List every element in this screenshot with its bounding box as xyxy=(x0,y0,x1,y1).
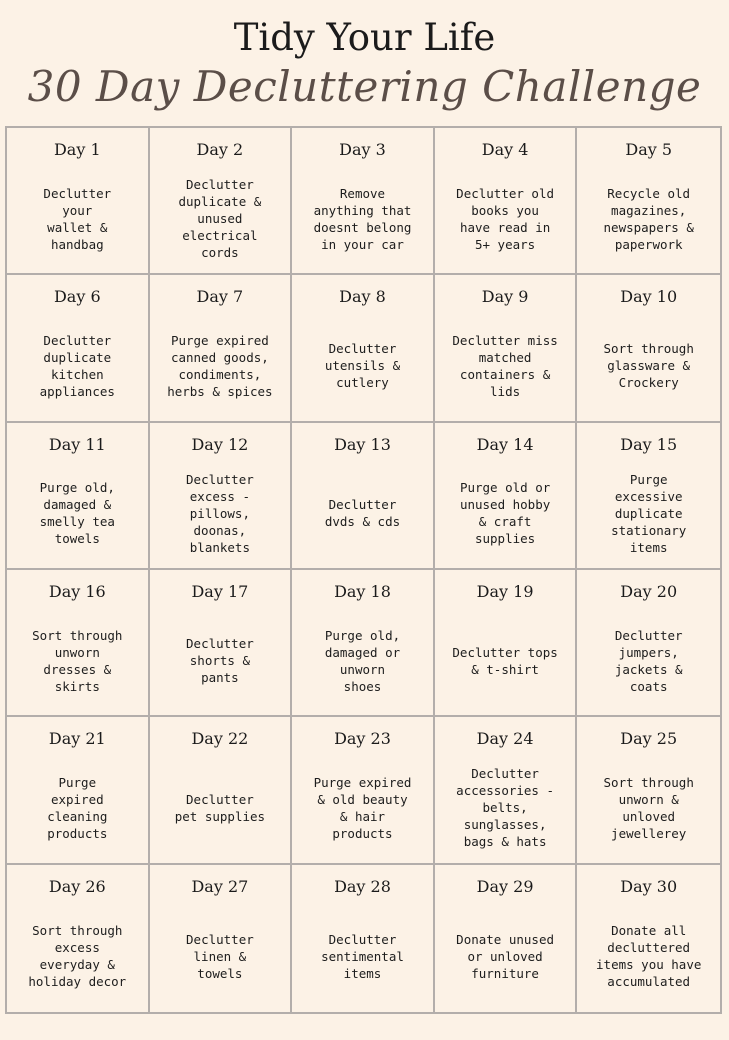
day-cell xyxy=(435,128,578,275)
day-cell xyxy=(150,128,293,275)
day-label: Day 5 xyxy=(625,140,673,159)
day-task: Declutter accessories - belts, sunglasses, bags & hats xyxy=(456,766,555,850)
day-label: Day 8 xyxy=(339,287,386,307)
day-cell xyxy=(292,865,435,1012)
day-cell xyxy=(292,275,435,422)
day-task: Declutter excess - pillows, doonas, blankets xyxy=(186,471,254,555)
day-task: Declutter duplicate kitchen appliances xyxy=(39,332,115,399)
day-label: Day 12 xyxy=(191,434,249,454)
day-label: Day 13 xyxy=(334,434,391,454)
day-label: Day 20 xyxy=(620,581,678,601)
day-task: Declutter shorts & pants xyxy=(186,636,254,686)
day-cell xyxy=(292,570,435,717)
day-task: Purge old, damaged or unworn shoes xyxy=(324,627,401,694)
day-task: Sort through unworn & unloved jewellerey xyxy=(603,774,694,841)
day-label: Day 1 xyxy=(53,140,101,159)
day-cell xyxy=(577,570,720,717)
day-task: Declutter jumpers, jackets & coats xyxy=(614,627,683,694)
day-cell xyxy=(7,865,150,1012)
day-cell xyxy=(7,423,150,570)
day-cell xyxy=(7,128,150,275)
day-task: Declutter sentimental items xyxy=(321,931,404,981)
day-task: Purge excessive duplicate stationary items xyxy=(611,471,687,555)
day-task: Declutter your wallet & handbag xyxy=(43,185,112,252)
day-cell xyxy=(435,275,578,422)
day-label: Day 29 xyxy=(476,876,534,896)
day-task: Purge expired cleaning products xyxy=(47,774,108,841)
day-task: Declutter tops & t-shirt xyxy=(452,644,558,677)
day-cell xyxy=(150,423,293,570)
day-cell xyxy=(292,423,435,570)
day-cell xyxy=(292,128,435,275)
day-label: Day 22 xyxy=(191,729,249,749)
day-task: Purge expired & old beauty & hair products xyxy=(313,774,412,841)
day-label: Day 3 xyxy=(339,140,386,159)
day-cell xyxy=(577,717,720,864)
day-label: Day 30 xyxy=(620,876,678,896)
day-cell xyxy=(150,717,293,864)
day-task: Sort through unworn dresses & skirts xyxy=(32,627,123,694)
day-label: Day 18 xyxy=(334,581,391,601)
day-label: Day 7 xyxy=(196,287,244,307)
day-task: Declutter pet supplies xyxy=(174,791,266,824)
day-label: Day 14 xyxy=(476,434,534,454)
day-cell xyxy=(7,570,150,717)
day-task: Remove anything that doesnt belong in your car xyxy=(313,185,412,252)
day-task: Sort through glassware & Crockery xyxy=(603,341,694,391)
day-task: Declutter miss matched containers & lids xyxy=(452,332,558,399)
day-cell xyxy=(435,717,578,864)
day-label: Day 21 xyxy=(48,729,106,749)
day-label: Day 24 xyxy=(476,729,534,749)
day-task: Purge expired canned goods, condiments, herbs & spices xyxy=(167,332,273,399)
day-cell xyxy=(577,423,720,570)
day-task: Purge old or unused hobby & craft supplies xyxy=(459,480,551,547)
day-task: Declutter duplicate & unused electrical cords xyxy=(178,177,262,261)
day-label: Day 9 xyxy=(481,287,529,307)
day-label: Day 16 xyxy=(48,581,106,601)
day-task: Recycle old magazines, newspapers & paperwork xyxy=(603,185,694,252)
day-cell xyxy=(150,275,293,422)
day-cell xyxy=(577,275,720,422)
day-cell xyxy=(7,717,150,864)
day-task: Donate unused or unloved furniture xyxy=(456,931,555,981)
day-cell xyxy=(435,423,578,570)
day-task: Purge old, damaged & smelly tea towels xyxy=(39,480,115,547)
day-label: Day 10 xyxy=(620,287,678,307)
day-task: Declutter old books you have read in 5+ years xyxy=(456,185,555,252)
day-label: Day 2 xyxy=(196,140,244,159)
day-label: Day 15 xyxy=(620,434,678,454)
day-task: Donate all decluttered items you have accumulated xyxy=(596,923,702,990)
day-task: Declutter utensils & cutlery xyxy=(324,341,401,391)
page-title: Tidy Your Life xyxy=(233,16,496,59)
day-label: Day 23 xyxy=(334,729,391,749)
day-label: Day 25 xyxy=(620,729,678,749)
day-label: Day 11 xyxy=(48,434,106,454)
day-label: Day 19 xyxy=(476,581,534,601)
day-task: Declutter linen & towels xyxy=(186,931,254,981)
page-subtitle: 30 Day Decluttering Challenge xyxy=(27,62,702,111)
day-label: Day 4 xyxy=(481,140,529,159)
day-label: Day 28 xyxy=(334,876,391,896)
day-task: Sort through excess everyday & holiday decor xyxy=(28,923,127,990)
day-cell xyxy=(577,865,720,1012)
day-cell xyxy=(435,865,578,1012)
day-cell xyxy=(577,128,720,275)
day-cell xyxy=(7,275,150,422)
day-label: Day 27 xyxy=(191,876,249,896)
day-label: Day 26 xyxy=(48,876,106,896)
day-label: Day 17 xyxy=(191,581,249,601)
challenge-calendar-grid xyxy=(5,126,722,1014)
day-cell xyxy=(292,717,435,864)
day-label: Day 6 xyxy=(53,287,101,307)
day-cell xyxy=(435,570,578,717)
day-task: Declutter dvds & cds xyxy=(324,497,401,530)
day-cell xyxy=(150,570,293,717)
day-cell xyxy=(150,865,293,1012)
